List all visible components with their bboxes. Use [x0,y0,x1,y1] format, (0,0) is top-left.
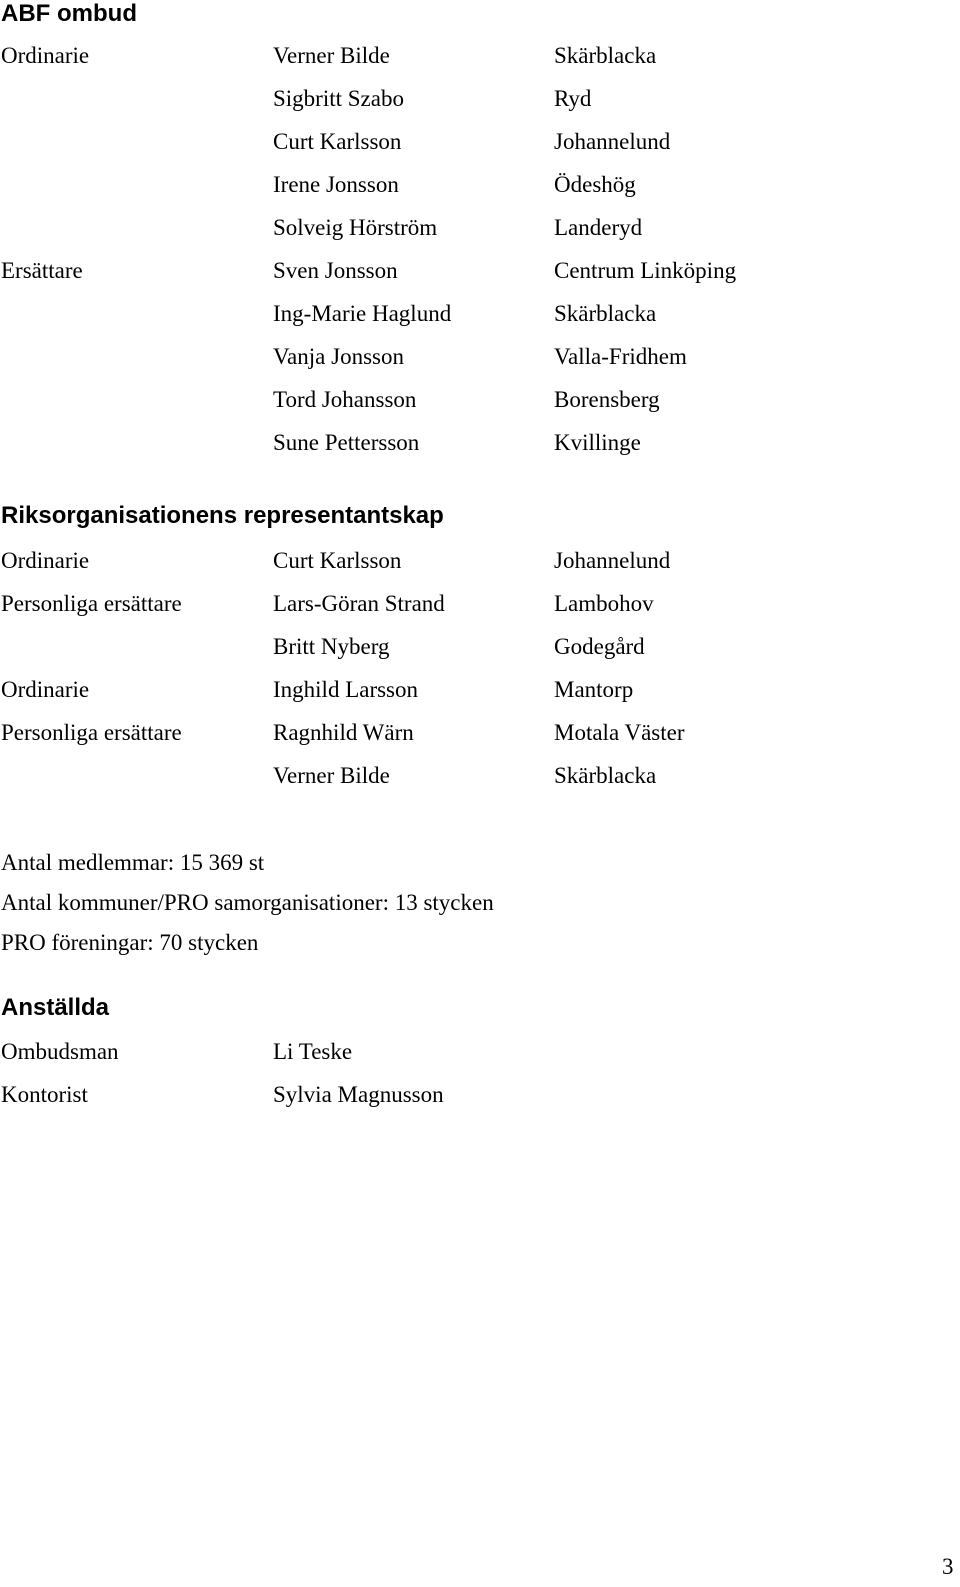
stat-members: Antal medlemmar: 15 369 st [1,850,265,875]
place-cell: Motala Väster [554,720,685,745]
role-cell: Ordinarie [1,43,90,68]
place-cell: Borensberg [554,387,660,412]
place-cell: Johannelund [554,129,671,154]
name-cell: Ragnhild Wärn [273,720,414,745]
role-cell: Kontorist [1,1082,88,1107]
place-cell: Skärblacka [554,301,657,326]
role-cell: Ersättare [1,258,83,283]
place-cell: Landeryd [554,215,643,240]
staff-heading: Anställda [1,994,110,1021]
place-cell: Johannelund [554,548,671,573]
role-cell: Ombudsman [1,1039,119,1064]
name-cell: Sune Pettersson [273,430,420,455]
place-cell: Ödeshög [554,172,636,197]
name-cell: Verner Bilde [273,763,390,788]
role-cell: Personliga ersättare [1,591,182,616]
role-cell: Ordinarie [1,548,90,573]
place-cell: Ryd [554,86,592,111]
place-cell: Skärblacka [554,763,657,788]
abf-heading: ABF ombud [1,0,137,27]
role-cell: Ordinarie [1,677,90,702]
stat-municipalities: Antal kommuner/PRO samorganisationer: 13 stycken [1,890,494,915]
name-cell: Li Teske [273,1039,353,1064]
name-cell: Vanja Jonsson [273,344,404,369]
place-cell: Centrum Linköping [554,258,737,283]
page-number: 3 [942,1554,954,1579]
place-cell: Kvillinge [554,430,641,455]
name-cell: Britt Nyberg [273,634,390,659]
name-cell: Sylvia Magnusson [273,1082,444,1107]
name-cell: Sigbritt Szabo [273,86,404,111]
name-cell: Curt Karlsson [273,548,402,573]
name-cell: Sven Jonsson [273,258,398,283]
place-cell: Mantorp [554,677,634,702]
name-cell: Ing-Marie Haglund [273,301,452,326]
name-cell: Irene Jonsson [273,172,399,197]
name-cell: Solveig Hörström [273,215,438,240]
name-cell: Verner Bilde [273,43,390,68]
place-cell: Skärblacka [554,43,657,68]
stat-associations: PRO föreningar: 70 stycken [1,930,259,955]
riks-heading: Riksorganisationens representantskap [1,502,444,529]
role-cell: Personliga ersättare [1,720,182,745]
name-cell: Tord Johansson [273,387,417,412]
name-cell: Lars-Göran Strand [273,591,445,616]
place-cell: Godegård [554,634,645,659]
name-cell: Curt Karlsson [273,129,402,154]
place-cell: Valla-Fridhem [554,344,687,369]
name-cell: Inghild Larsson [273,677,419,702]
place-cell: Lambohov [554,591,654,616]
